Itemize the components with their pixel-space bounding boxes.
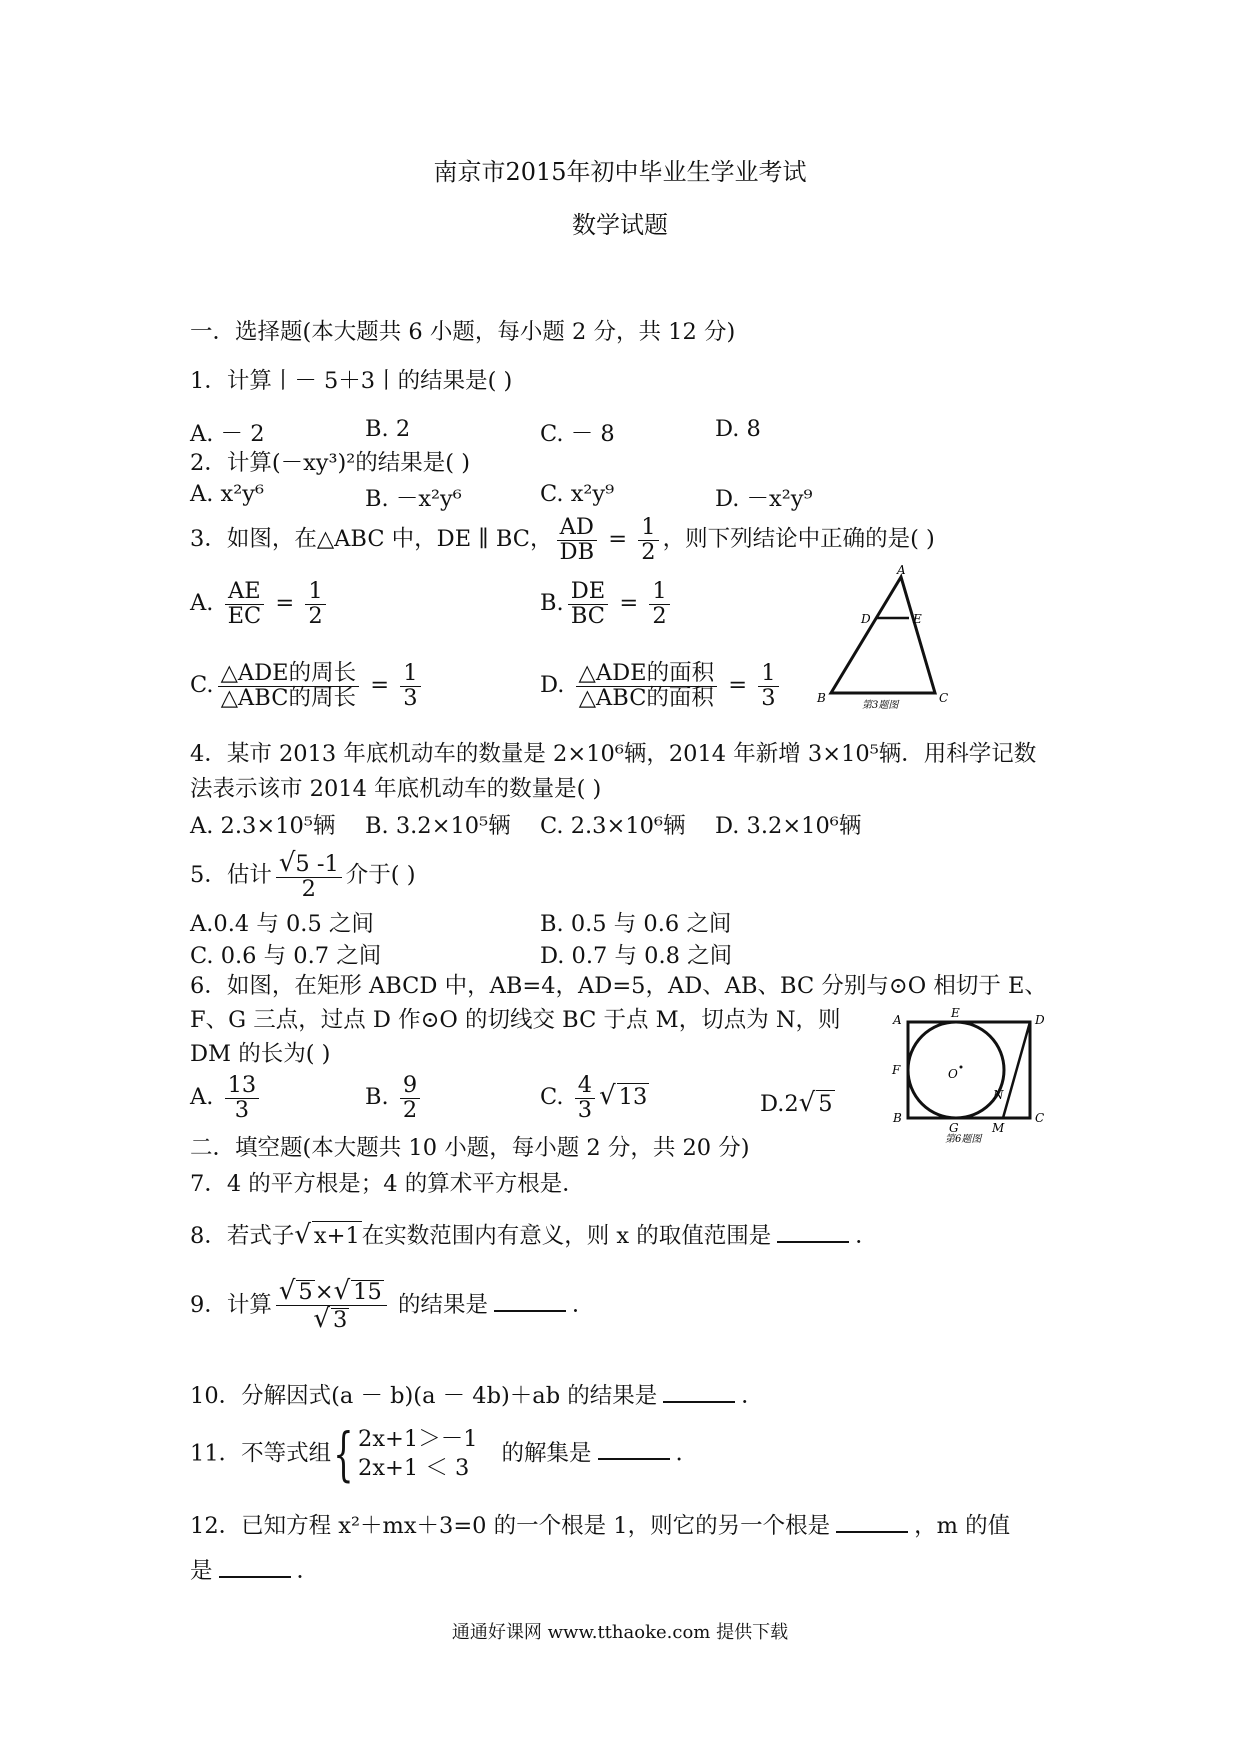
q3-stem-pre: 3．如图，在△ABC 中，DE ∥ BC，	[190, 526, 553, 553]
q3-option-b	[540, 580, 674, 628]
q6-c-num: 4	[575, 1074, 595, 1099]
q9-sqrt-2: √	[333, 1276, 351, 1306]
q11-pre: 11．不等式组	[190, 1440, 332, 1467]
q3-c-den: △ABC的周长	[220, 684, 356, 711]
q8-rad: x+1	[313, 1223, 360, 1249]
question-4-stem-line1: 4．某市 2013 年底机动车的数量是 2×10⁶辆，2014 年新增 3×10⁵辆．用科学记数	[190, 741, 1037, 767]
q3-option-a	[190, 580, 330, 628]
fig3-caption: 第3题图	[862, 700, 899, 711]
question-3-stem	[190, 516, 935, 564]
q12-answer-blank-2[interactable]	[219, 1575, 291, 1578]
fig6-label-a: A	[893, 1013, 902, 1027]
q3-a-rnum: 1	[305, 580, 325, 605]
q6-option-a	[190, 1074, 263, 1122]
q6-b-den: 2	[402, 1096, 418, 1123]
q5-stem-post: 介于( )	[345, 861, 416, 888]
q5-fraction	[276, 850, 342, 902]
q9-sqrt-1: √	[278, 1276, 296, 1306]
q1-option-d: D. 8	[715, 416, 761, 442]
q9-pre: 9．计算	[190, 1291, 272, 1318]
q5-option-a: A.0.4 与 0.5 之间	[190, 911, 374, 937]
q8-sqrt-sign: √	[294, 1220, 311, 1250]
q6-b-num: 9	[400, 1074, 420, 1099]
question-11-stem	[190, 1420, 699, 1489]
q11-brace: {	[333, 1420, 354, 1489]
q3-rhs-num: 1	[638, 516, 658, 541]
fig6-caption: 第6题图	[945, 1134, 982, 1144]
q11-row1: 2x+1＞－1	[358, 1426, 478, 1452]
q12-line1-post: ，m 的值	[914, 1513, 1011, 1539]
q3-stem-post: ，则下列结论中正确的是( )	[662, 526, 935, 553]
question-9-stem	[190, 1278, 594, 1334]
fig6-label-n: N	[993, 1088, 1004, 1102]
q8-pre: 8．若式子	[190, 1223, 295, 1249]
question-7-stem: 7．4 的平方根是；4 的算术平方根是．	[190, 1171, 585, 1197]
fig3-label-c: C	[939, 691, 949, 705]
q3-c-eq: =	[370, 672, 390, 699]
question-5-stem	[190, 850, 416, 902]
fig6-label-b: B	[893, 1111, 902, 1125]
q3-d-rden: 3	[761, 684, 776, 711]
fig6-label-f: F	[892, 1063, 901, 1077]
q12-answer-blank-1[interactable]	[836, 1530, 908, 1533]
q6-a-den: 3	[234, 1096, 250, 1123]
q11-system	[358, 1425, 478, 1484]
q3-ratio-num: AD	[557, 516, 598, 541]
page-footer: 通通好课网 www.tthaoke.com 提供下载	[451, 1622, 789, 1643]
q11-end: ．	[675, 1440, 699, 1467]
q5-numerator	[276, 850, 342, 878]
q6-option-c	[540, 1074, 649, 1122]
q4-option-a: A. 2.3×10⁵辆	[190, 813, 336, 839]
q1-option-b: B. 2	[365, 416, 411, 442]
q3-a-den: EC	[227, 602, 262, 629]
q3-d-num: △ADE的面积	[576, 662, 718, 687]
q9-denominator	[276, 1306, 387, 1333]
question-1-stem: 1．计算丨－ 5＋3丨的结果是( )	[190, 368, 513, 394]
q3-d-den: △ABC的面积	[578, 684, 714, 711]
q3-b-eq: =	[619, 590, 639, 617]
fig3-label-e: E	[913, 612, 922, 626]
q3-a-rden: 2	[308, 602, 323, 629]
q3-ratio-den: DB	[559, 538, 595, 565]
question-10-stem	[190, 1382, 764, 1410]
question-4-stem-line2: 法表示该市 2014 年底机动车的数量是( )	[190, 776, 602, 802]
section-2-heading: 二．填空题(本大题共 10 小题，每小题 2 分，共 20 分)	[190, 1135, 750, 1161]
q5-option-b: B. 0.5 与 0.6 之间	[540, 911, 732, 937]
q3-ratio	[557, 516, 598, 564]
q3-a-eq: =	[275, 590, 295, 617]
q12-line2-end: ．	[296, 1558, 320, 1584]
q3-b-label: B.	[540, 590, 564, 617]
q3-c-label: C.	[190, 672, 214, 699]
question-2-stem: 2．计算(－xy³)²的结果是( )	[190, 450, 471, 476]
q5-num: 5 -1	[295, 851, 339, 877]
q9-times: ×	[314, 1279, 334, 1305]
q5-stem-pre: 5．估计	[190, 861, 272, 888]
q3-b-num: DE	[568, 580, 608, 605]
fig6-label-d: D	[1035, 1013, 1045, 1027]
q3-b-den: BC	[570, 602, 605, 629]
figure-6-rectangle-circle	[885, 1004, 1060, 1144]
q6-c-sqrt-sign: √	[599, 1081, 616, 1112]
q3-option-c	[190, 662, 425, 710]
question-8-stem	[190, 1219, 878, 1252]
q1-option-a: A. － 2	[190, 421, 265, 447]
q5-option-d: D. 0.7 与 0.8 之间	[540, 943, 733, 969]
q4-option-d: D. 3.2×10⁶辆	[715, 813, 862, 839]
q6-option-b	[365, 1074, 424, 1122]
q3-c-rnum: 1	[400, 662, 420, 687]
q2-option-c: C. x²y⁹	[540, 481, 615, 507]
q3-ratio-value	[638, 516, 658, 564]
q8-post: 在实数范围内有意义，则 x 的取值范围是	[361, 1223, 772, 1249]
q3-option-d	[540, 662, 783, 710]
q2-option-b: B. －x²y⁶	[365, 486, 462, 512]
q3-d-label: D.	[540, 672, 565, 699]
q12-line2-pre: 是	[190, 1558, 213, 1584]
q3-a-label: A.	[190, 590, 214, 617]
q6-b-label: B.	[365, 1084, 389, 1111]
question-12-stem-line2	[190, 1557, 319, 1585]
q9-r1: 5	[298, 1279, 313, 1305]
q5-option-c: C. 0.6 与 0.7 之间	[190, 943, 382, 969]
q5-den: 2	[301, 876, 316, 903]
q6-d-sqrt-sign: √	[798, 1088, 816, 1118]
q6-c-label: C.	[540, 1084, 564, 1111]
q6-d-rad: 5	[818, 1091, 833, 1117]
fig6-label-c: C	[1035, 1111, 1045, 1125]
q10-end: ．	[741, 1383, 764, 1409]
q3-d-rnum: 1	[758, 662, 778, 687]
q6-c-den: 3	[577, 1096, 593, 1123]
q9-answer-blank[interactable]	[494, 1309, 566, 1312]
figure-3-triangle	[815, 565, 965, 715]
question-6-stem-line1: 6．如图，在矩形 ABCD 中，AB=4，AD=5，AD、AB、BC 分别与⊙O 相切于 E、	[190, 973, 1047, 999]
section-1-heading: 一．选择题(本大题共 6 小题，每小题 2 分，共 12 分)	[190, 319, 736, 345]
exam-subtitle: 数学试题	[572, 211, 668, 239]
q11-post: 的解集是	[501, 1440, 592, 1467]
q9-r3: 3	[332, 1307, 348, 1334]
q8-answer-blank[interactable]	[777, 1240, 849, 1243]
fig6-label-g: G	[949, 1121, 959, 1135]
q9-sqrt-3: √	[313, 1304, 330, 1335]
q9-fraction	[276, 1278, 387, 1334]
q6-a-label: A.	[190, 1084, 214, 1111]
question-6-stem-line2: F、G 三点，过点 D 作⊙O 的切线交 BC 于点 M，切点为 N，则	[190, 1007, 841, 1033]
fig3-label-d: D	[861, 612, 871, 626]
q3-a-num: AE	[225, 580, 265, 605]
fig6-label-o: O	[948, 1067, 958, 1081]
q4-option-c: C. 2.3×10⁶辆	[540, 813, 686, 839]
question-6-stem-line3: DM 的长为( )	[190, 1041, 331, 1067]
q6-d-label: D.2	[760, 1091, 799, 1117]
q4-option-b: B. 3.2×10⁵辆	[365, 813, 511, 839]
fig3-label-b: B	[817, 691, 826, 705]
q11-row2: 2x+1 ＜ 3	[358, 1455, 470, 1482]
q10-pre: 10．分解因式(a － b)(a － 4b)＋ab 的结果是	[190, 1383, 658, 1409]
fig6-label-e: E	[951, 1006, 960, 1020]
q11-answer-blank[interactable]	[598, 1457, 670, 1460]
q3-b-rnum: 1	[649, 580, 669, 605]
fig3-label-a: A	[897, 565, 906, 577]
fig6-label-m: M	[992, 1121, 1005, 1135]
q6-c-rad: 13	[618, 1084, 648, 1111]
q3-eq: =	[608, 526, 628, 553]
q6-a-num: 13	[225, 1074, 260, 1099]
q3-rhs-den: 2	[641, 538, 656, 565]
q9-post: 的结果是	[390, 1291, 488, 1318]
q2-option-a: A. x²y⁶	[190, 481, 264, 507]
q3-b-rden: 2	[652, 602, 667, 629]
q10-answer-blank[interactable]	[663, 1400, 735, 1403]
q8-end: ．	[855, 1223, 878, 1249]
q5-sqrt-sign: √	[278, 848, 296, 878]
q9-numerator	[276, 1278, 387, 1306]
q9-r2: 15	[353, 1279, 382, 1305]
q3-c-rden: 3	[403, 684, 418, 711]
q3-d-eq: =	[728, 672, 748, 699]
question-12-stem-line1	[190, 1512, 1010, 1540]
exam-title: 南京市2015年初中毕业生学业考试	[433, 158, 807, 186]
q12-line1-pre: 12．已知方程 x²＋mx＋3=0 的一个根是 1，则它的另一个根是	[190, 1513, 831, 1539]
q3-c-num: △ADE的周长	[218, 662, 360, 687]
q1-option-c: C. － 8	[540, 421, 615, 447]
q9-end: ．	[571, 1291, 595, 1318]
q6-option-d	[760, 1088, 835, 1118]
q2-option-d: D. －x²y⁹	[715, 486, 813, 512]
